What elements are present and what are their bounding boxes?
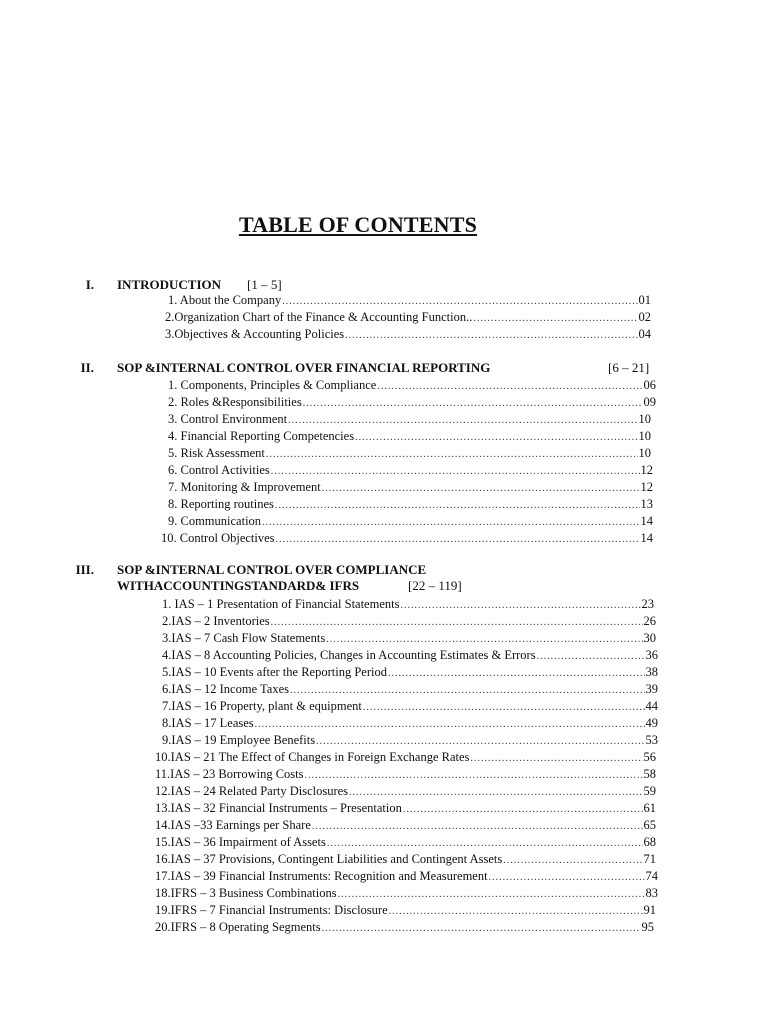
toc-entry-page: 06 bbox=[643, 378, 656, 392]
toc-entry-label: 18.IFRS – 3 Business Combinations bbox=[155, 886, 337, 900]
toc-entry-label: 13.IAS – 32 Financial Instruments – Presentation bbox=[155, 801, 402, 815]
toc-entry-label: 1. IAS – 1 Presentation of Financial Statements bbox=[162, 597, 400, 611]
toc-entry[interactable] bbox=[162, 664, 658, 681]
toc-entry[interactable] bbox=[168, 394, 656, 411]
toc-entry-page: 83 bbox=[645, 886, 658, 900]
toc-entry[interactable] bbox=[162, 681, 658, 698]
toc-entry[interactable] bbox=[168, 462, 653, 479]
toc-entry-page: 61 bbox=[643, 801, 656, 815]
toc-entry-label: 1. Components, Principles & Compliance bbox=[168, 378, 377, 392]
toc-entry-label: 8.IAS – 17 Leases bbox=[162, 716, 254, 730]
toc-entry[interactable] bbox=[162, 698, 658, 715]
toc-entry[interactable] bbox=[168, 496, 653, 513]
toc-entry[interactable] bbox=[155, 834, 656, 851]
dot-leader bbox=[403, 801, 643, 818]
dot-leader bbox=[316, 733, 644, 750]
toc-entry-label: 7.IAS – 16 Property, plant & equipment bbox=[162, 699, 362, 713]
toc-entry[interactable] bbox=[161, 530, 653, 547]
section-heading-line2 bbox=[117, 578, 359, 594]
toc-entry[interactable] bbox=[162, 630, 656, 647]
toc-entry-label: 4.IAS – 8 Accounting Policies, Changes in Accounting Estimates & Errors bbox=[162, 648, 536, 662]
toc-entry[interactable] bbox=[168, 411, 651, 428]
toc-entry[interactable] bbox=[155, 800, 656, 817]
section-numeral: II. bbox=[80, 360, 94, 375]
dot-leader bbox=[303, 395, 643, 412]
toc-entry[interactable] bbox=[155, 851, 656, 868]
dot-leader bbox=[537, 648, 645, 665]
dot-leader bbox=[473, 310, 637, 327]
toc-entry[interactable] bbox=[155, 749, 656, 766]
toc-entry-page: 38 bbox=[645, 665, 658, 679]
toc-entry[interactable] bbox=[162, 613, 656, 630]
toc-entry[interactable] bbox=[168, 445, 651, 462]
dot-leader bbox=[288, 412, 637, 429]
toc-entry-page: 91 bbox=[643, 903, 656, 917]
toc-entry[interactable] bbox=[155, 902, 656, 919]
toc-entry-page: 09 bbox=[643, 395, 656, 409]
dot-leader bbox=[363, 699, 645, 716]
toc-entry-label: 7. Monitoring & Improvement bbox=[168, 480, 321, 494]
dot-leader bbox=[388, 665, 645, 682]
toc-entry-page: 12 bbox=[640, 463, 653, 477]
toc-entry-page: 10 bbox=[638, 446, 651, 460]
toc-entry-label: 10. Control Objectives bbox=[161, 531, 275, 545]
dot-leader bbox=[271, 614, 643, 631]
dot-leader bbox=[276, 531, 640, 548]
toc-entry-page: 30 bbox=[643, 631, 656, 645]
section-page-range: [6 – 21] bbox=[608, 360, 650, 375]
toc-entry[interactable] bbox=[155, 885, 658, 902]
toc-entry-label: 11.IAS – 23 Borrowing Costs bbox=[155, 767, 304, 781]
section-heading-text-line2: WITHACCOUNTINGSTANDARD& IFRS bbox=[117, 578, 360, 593]
dot-leader bbox=[305, 767, 643, 784]
dot-leader bbox=[327, 835, 643, 852]
toc-entry-label: 5. Risk Assessment bbox=[168, 446, 265, 460]
toc-entry-page: 04 bbox=[638, 327, 651, 341]
toc-entry-page: 44 bbox=[645, 699, 658, 713]
toc-entry-page: 02 bbox=[638, 310, 651, 324]
section-heading-text: INTRODUCTION bbox=[117, 277, 222, 292]
dot-leader bbox=[389, 903, 643, 920]
toc-entry-label: 1. About the Company bbox=[168, 293, 282, 307]
dot-leader bbox=[312, 818, 643, 835]
dot-leader bbox=[255, 716, 645, 733]
toc-entry-label: 6.IAS – 12 Income Taxes bbox=[162, 682, 289, 696]
toc-entry[interactable] bbox=[155, 868, 658, 885]
toc-entry-page: 58 bbox=[643, 767, 656, 781]
dot-leader bbox=[290, 682, 645, 699]
toc-entry-label: 5.IAS – 10 Events after the Reporting Period bbox=[162, 665, 387, 679]
toc-entry-page: 14 bbox=[640, 531, 653, 545]
toc-entry-page: 01 bbox=[638, 293, 651, 307]
dot-leader bbox=[322, 920, 641, 937]
dot-leader bbox=[377, 378, 642, 395]
toc-entry-page: 10 bbox=[638, 412, 651, 426]
toc-entry[interactable] bbox=[162, 715, 658, 732]
toc-entry-page: 23 bbox=[641, 597, 654, 611]
toc-entry-label: 17.IAS – 39 Financial Instruments: Recognition and Measurement bbox=[155, 869, 488, 883]
dot-leader bbox=[282, 293, 637, 310]
toc-entry-label: 3.IAS – 7 Cash Flow Statements bbox=[162, 631, 326, 645]
toc-entry-page: 59 bbox=[643, 784, 656, 798]
dot-leader bbox=[489, 869, 645, 886]
toc-entry-page: 36 bbox=[645, 648, 658, 662]
toc-entry-label: 10.IAS – 21 The Effect of Changes in Foreign Exchange Rates bbox=[155, 750, 470, 764]
dot-leader bbox=[349, 784, 642, 801]
dot-leader bbox=[503, 852, 642, 869]
toc-entry-label: 3. Control Environment bbox=[168, 412, 288, 426]
toc-entry-label: 9. Communication bbox=[168, 514, 262, 528]
section-heading bbox=[117, 277, 221, 293]
dot-leader bbox=[266, 446, 638, 463]
page-title: TABLE OF CONTENTS bbox=[238, 212, 478, 237]
toc-entry-label: 2. Roles &Responsibilities bbox=[168, 395, 302, 409]
dot-leader bbox=[271, 463, 640, 480]
dot-leader bbox=[400, 597, 640, 614]
toc-entry[interactable] bbox=[155, 919, 654, 936]
toc-entry-page: 65 bbox=[643, 818, 656, 832]
toc-entry-label: 14.IAS –33 Earnings per Share bbox=[155, 818, 311, 832]
toc-entry-page: 13 bbox=[640, 497, 653, 511]
toc-entry[interactable] bbox=[155, 817, 656, 834]
section-page-range: [1 – 5] bbox=[247, 277, 282, 292]
toc-entry[interactable] bbox=[162, 647, 658, 664]
toc-entry[interactable] bbox=[155, 766, 656, 783]
dot-leader bbox=[470, 750, 642, 767]
toc-entry-page: 39 bbox=[645, 682, 658, 696]
toc-entry[interactable] bbox=[168, 292, 651, 309]
toc-entry[interactable] bbox=[168, 513, 653, 530]
toc-entry-label: 20.IFRS – 8 Operating Segments bbox=[155, 920, 321, 934]
toc-entry-label: 15.IAS – 36 Impairment of Assets bbox=[155, 835, 326, 849]
toc-entry-label: 4. Financial Reporting Competencies bbox=[168, 429, 355, 443]
toc-entry[interactable] bbox=[168, 377, 656, 394]
section-heading-text: SOP &INTERNAL CONTROL OVER COMPLIANCE bbox=[117, 562, 427, 577]
dot-leader bbox=[326, 631, 642, 648]
dot-leader bbox=[345, 327, 637, 344]
toc-entry-label: 19.IFRS – 7 Financial Instruments: Disclosure bbox=[155, 903, 388, 917]
section-numeral: I. bbox=[85, 277, 94, 292]
toc-entry-page: 68 bbox=[643, 835, 656, 849]
section-page-range: [22 – 119] bbox=[408, 578, 462, 593]
toc-entry-label: 6. Control Activities bbox=[168, 463, 270, 477]
toc-entry-label: 2.Organization Chart of the Finance & Accounting Function.. bbox=[165, 310, 473, 324]
toc-entry[interactable] bbox=[155, 783, 656, 800]
toc-entry-page: 10 bbox=[638, 429, 651, 443]
dot-leader bbox=[275, 497, 640, 514]
toc-entry-page: 95 bbox=[641, 920, 654, 934]
toc-entry-page: 49 bbox=[645, 716, 658, 730]
toc-entry-label: 16.IAS – 37 Provisions, Contingent Liabilities and Contingent Assets bbox=[155, 852, 503, 866]
toc-entry[interactable] bbox=[165, 326, 651, 343]
toc-entry-label: 12.IAS – 24 Related Party Disclosures bbox=[155, 784, 349, 798]
toc-entry-label: 3.Objectives & Accounting Policies bbox=[165, 327, 345, 341]
dot-leader bbox=[338, 886, 645, 903]
toc-entry[interactable] bbox=[168, 428, 651, 445]
toc-entry[interactable] bbox=[168, 479, 653, 496]
toc-entry-page: 26 bbox=[643, 614, 656, 628]
toc-entry-page: 14 bbox=[640, 514, 653, 528]
toc-entry-label: 2.IAS – 2 Inventories bbox=[162, 614, 270, 628]
section-heading-text: SOP &INTERNAL CONTROL OVER FINANCIAL REPORTING bbox=[117, 360, 491, 375]
dot-leader bbox=[355, 429, 637, 446]
dot-leader bbox=[322, 480, 640, 497]
toc-entry-page: 74 bbox=[645, 869, 658, 883]
section-heading bbox=[117, 562, 426, 578]
toc-entry-page: 12 bbox=[640, 480, 653, 494]
toc-entry[interactable] bbox=[162, 732, 658, 749]
dot-leader bbox=[262, 514, 639, 531]
toc-entry[interactable] bbox=[165, 309, 651, 326]
toc-entry-page: 53 bbox=[645, 733, 658, 747]
section-numeral: III. bbox=[75, 562, 94, 577]
toc-entry-label: 9.IAS – 19 Employee Benefits bbox=[162, 733, 316, 747]
toc-entry-label: 8. Reporting routines bbox=[168, 497, 274, 511]
toc-entry[interactable] bbox=[162, 596, 654, 613]
toc-entry-page: 56 bbox=[643, 750, 656, 764]
section-heading bbox=[117, 360, 490, 376]
toc-entry-page: 71 bbox=[643, 852, 656, 866]
